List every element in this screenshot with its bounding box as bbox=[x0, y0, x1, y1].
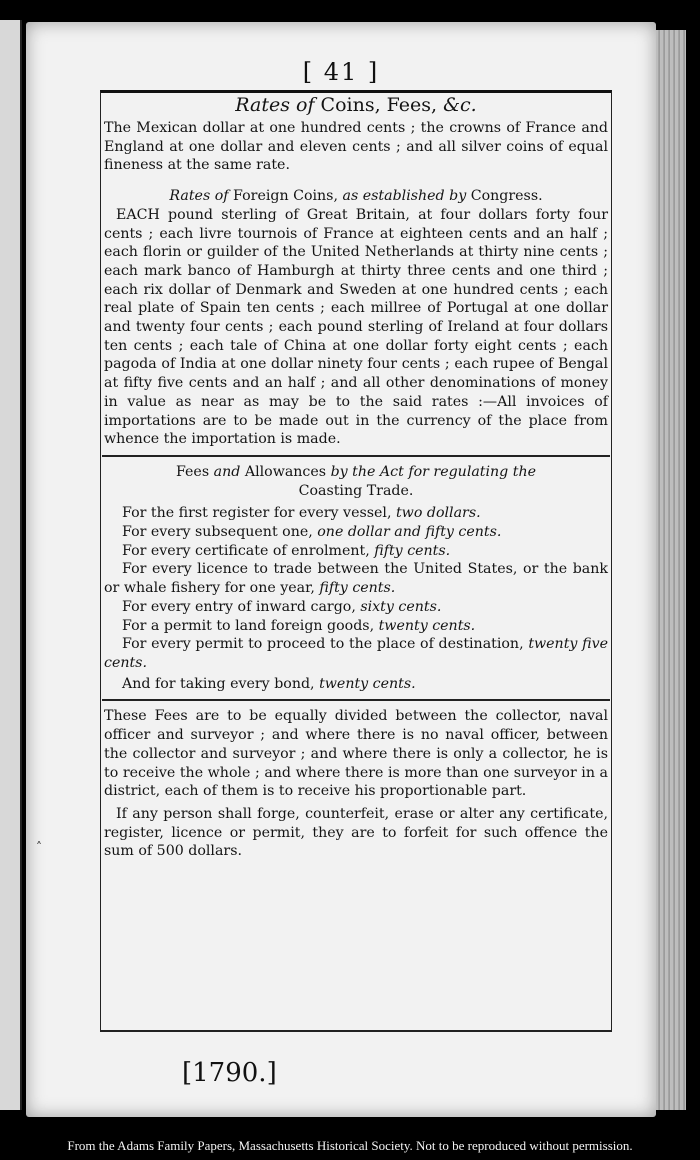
foreign-coins-heading-a: Rates of bbox=[169, 188, 229, 205]
foreign-coins-paragraph: EACH pound sterling of Great Britain, at four dollars forty four cents ; each livre tournois of France at eighteen cents and an half ; each florin or guilder of the United Netherlands at thirty nine cents ; each mark banco of Hamburgh at thirty three cents and one third ; each rix dollar of Denmark and Sweden at one hundred cents ; each real plate of Spain ten cents ; each millree of Portugal at one dollar and twenty four cents ; each pound sterling of Ireland at four dollars ten cents ; each tale of China at one dollar forty eight cents ; each pagoda of India at one dollar ninety four cents ; each rupee of Bengal at fifty five cents and an half ; and all other denominations of money in value as near as may be to the said rates :—All invoices of importations are to be made out in the currency of the place from whence the importation is made. bbox=[104, 206, 608, 448]
fee-item bbox=[102, 504, 610, 523]
fee-text: For every certificate of enrolment, bbox=[122, 542, 370, 559]
fee-text: For every licence to trade between the United States, or the bank or whale fishery for one year, bbox=[104, 561, 608, 597]
fees-heading bbox=[102, 463, 610, 500]
page-number: [ 41 ] bbox=[302, 58, 380, 86]
almanac-page bbox=[26, 22, 656, 1117]
fee-amount: fifty cents. bbox=[374, 542, 451, 559]
previous-page-edge bbox=[0, 20, 22, 1110]
forgery-paragraph: If any person shall forge, counterfeit, erase or alter any certificate, register, licence or permit, they are to forfeit for such offence the sum of 500 dollars. bbox=[104, 805, 608, 860]
fee-text: For every permit to proceed to the place of destination, bbox=[122, 636, 524, 653]
fee-division-paragraph: These Fees are to be equally divided between the collector, naval officer and surveyor ; and where there is no naval officer, between the collector and surveyor ; and where there is only a collector, he is to receive the whole ; and where there is more than one surveyor in a district, each of them is to receive his proportionable part. bbox=[104, 708, 608, 800]
fee-text: For every subsequent one, bbox=[122, 524, 313, 541]
fee-item bbox=[102, 560, 610, 597]
fee-amount: twenty five cents. bbox=[104, 636, 608, 671]
year-stamp: [1790.] bbox=[182, 1058, 277, 1088]
title-part-italic: Rates of bbox=[235, 94, 315, 116]
fees-heading-c: Allowances bbox=[244, 463, 327, 480]
fees-heading-e: Coasting Trade. bbox=[298, 482, 414, 499]
fee-item bbox=[102, 635, 610, 672]
foreign-coins-heading bbox=[102, 187, 610, 206]
fee-amount: one dollar and fifty cents. bbox=[317, 524, 502, 541]
fees-heading-a: Fees bbox=[175, 463, 210, 480]
fee-amount: twenty cents. bbox=[319, 675, 416, 692]
fee-text: For every entry of inward cargo, bbox=[122, 598, 356, 615]
title-part-roman: Coins, Fees, bbox=[320, 94, 438, 116]
fee-amount: two dollars. bbox=[395, 505, 481, 522]
fee-item bbox=[102, 598, 610, 617]
fee-text: And for taking every bond, bbox=[122, 675, 315, 692]
margin-mark: ˄ bbox=[36, 840, 42, 854]
fee-amount: sixty cents. bbox=[360, 598, 442, 615]
archive-footer: From the Adams Family Papers, Massachusetts Historical Society. Not to be reproduced without permission. bbox=[67, 1138, 633, 1153]
fee-text: For a permit to land foreign goods, bbox=[122, 617, 375, 634]
page-title bbox=[102, 94, 610, 116]
section-divider bbox=[102, 455, 610, 457]
foreign-coins-heading-b: Foreign Coins, bbox=[233, 188, 338, 205]
title-part-etc: &c. bbox=[443, 94, 477, 116]
fee-amount: twenty cents. bbox=[378, 617, 476, 634]
fee-item bbox=[102, 675, 610, 694]
foreign-coins-heading-d: Congress. bbox=[470, 188, 543, 205]
fee-text: For the first register for every vessel, bbox=[122, 505, 392, 522]
page-content bbox=[102, 94, 610, 861]
fees-heading-b: and bbox=[213, 463, 241, 480]
fee-amount: fifty cents. bbox=[319, 580, 396, 597]
fee-item bbox=[102, 617, 610, 636]
foreign-coins-heading-c: as established by bbox=[342, 188, 467, 205]
section-divider bbox=[102, 699, 610, 701]
fee-item bbox=[102, 523, 610, 542]
mexican-dollar-paragraph: The Mexican dollar at one hundred cents ; the crowns of France and England at one dollar and eleven cents ; and all silver coins of equal fineness at the same rate. bbox=[104, 120, 608, 174]
fees-heading-d: by the Act for regulating the bbox=[330, 463, 537, 480]
fee-item bbox=[102, 542, 610, 561]
